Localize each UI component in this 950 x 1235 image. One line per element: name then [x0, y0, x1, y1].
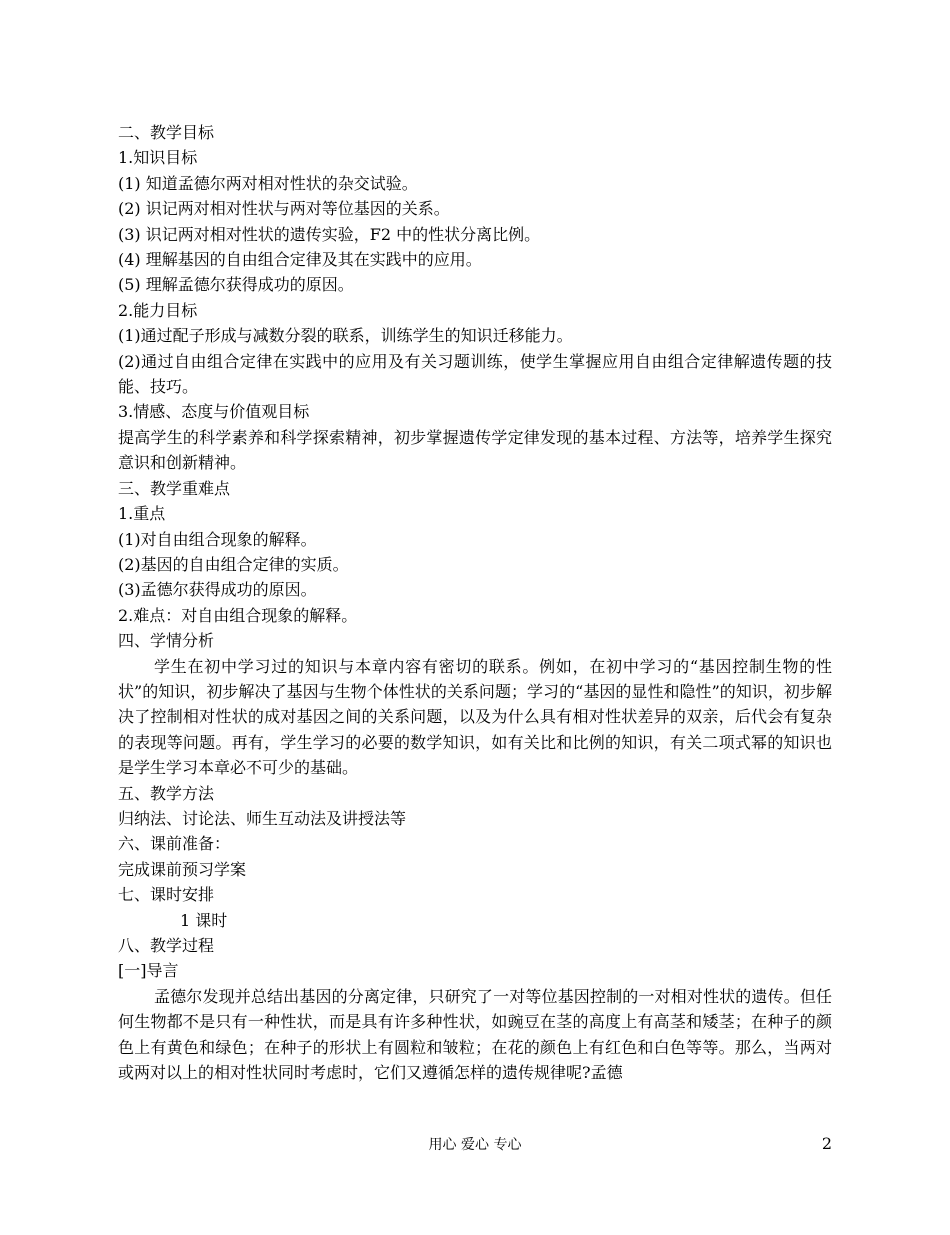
ability-goal-item: (1)通过配子形成与减数分裂的联系，训练学生的知识迁移能力。 — [118, 326, 573, 346]
subheading-introduction: [一]导言 — [118, 961, 179, 981]
key-point-item: (3)孟德尔获得成功的原因。 — [118, 580, 317, 600]
methods-text: 归纳法、讨论法、师生互动法及讲授法等 — [118, 808, 407, 828]
student-analysis-paragraph: 学生在初中学习过的知识与本章内容有密切的联系。例如，在初中学习的“基因控制生物的性状”的知识，初步解决了基因与生物个体性状的关系问题；学习的“基因的显性和隐性”的知识，初步解决了控制相对性状的成对基因之间的关系问题，以及为什么具有相对性状差异的双亲，后代会有复杂的表现等问题。再有，学生学习的必要的数学知识，如有关比和比例的知识，有关二项式幂的知识也是学生学习本章必不可少的基础。 — [118, 656, 832, 778]
knowledge-goal-item: (4) 理解基因的自由组合定律及其在实践中的应用。 — [118, 250, 482, 270]
document-body — [118, 120, 832, 1085]
subheading-emotion-goals: 3.情感、态度与价值观目标 — [118, 402, 310, 422]
key-point-item: (2)基因的自由组合定律的实质。 — [118, 554, 349, 574]
page-number: 2 — [821, 1134, 832, 1153]
knowledge-goal-item: (1) 知道孟德尔两对相对性状的杂交试验。 — [118, 173, 418, 193]
footer-slogan: 用心 爱心 专心 — [428, 1137, 522, 1153]
preparation-text: 完成课前预习学案 — [118, 859, 247, 879]
knowledge-goal-item: (3) 识记两对相对性状的遗传实验，F2 中的性状分离比例。 — [118, 224, 541, 244]
section-heading-key-points: 三、教学重难点 — [118, 478, 231, 498]
knowledge-goal-item: (5) 理解孟德尔获得成功的原因。 — [118, 275, 354, 295]
introduction-paragraph: 孟德尔发现并总结出基因的分离定律，只研究了一对等位基因控制的一对相对性状的遗传。但任何生物都不是只有一种性状，而是具有许多种性状，如豌豆在茎的高度上有高茎和矮茎；在种子的颜色上有黄色和绿色；在种子的形状上有圆粒和皱粒；在花的颜色上有红色和白色等等。那么，当两对或两对以上的相对性状同时考虑时，它们又遵循怎样的遗传规律呢?孟德 — [118, 986, 832, 1083]
knowledge-goal-item: (2) 识记两对相对性状与两对等位基因的关系。 — [118, 199, 450, 219]
section-heading-student-analysis: 四、学情分析 — [118, 631, 215, 651]
difficult-point: 2.难点：对自由组合现象的解释。 — [118, 605, 358, 625]
section-heading-teaching-goals: 二、教学目标 — [118, 123, 215, 142]
emotion-goal-paragraph: 提高学生的科学素养和科学探索精神，初步掌握遗传学定律发现的基本过程、方法等，培养学生探究意识和创新精神。 — [118, 427, 832, 473]
class-hours-text: 1 课时 — [180, 910, 228, 930]
ability-goal-item: (2)通过自由组合定律在实践中的应用及有关习题训练，使学生掌握应用自由组合定律解遗传题的技能、技巧。 — [118, 351, 832, 397]
subheading-key-point: 1.重点 — [118, 504, 166, 524]
section-heading-schedule: 七、课时安排 — [118, 885, 215, 905]
subheading-ability-goals: 2.能力目标 — [118, 300, 198, 320]
key-point-item: (1)对自由组合现象的解释。 — [118, 529, 317, 549]
subheading-knowledge-goals: 1.知识目标 — [118, 148, 198, 168]
section-heading-process: 八、教学过程 — [118, 936, 215, 955]
section-heading-methods: 五、教学方法 — [118, 783, 215, 803]
section-heading-preparation: 六、课前准备： — [118, 834, 231, 854]
